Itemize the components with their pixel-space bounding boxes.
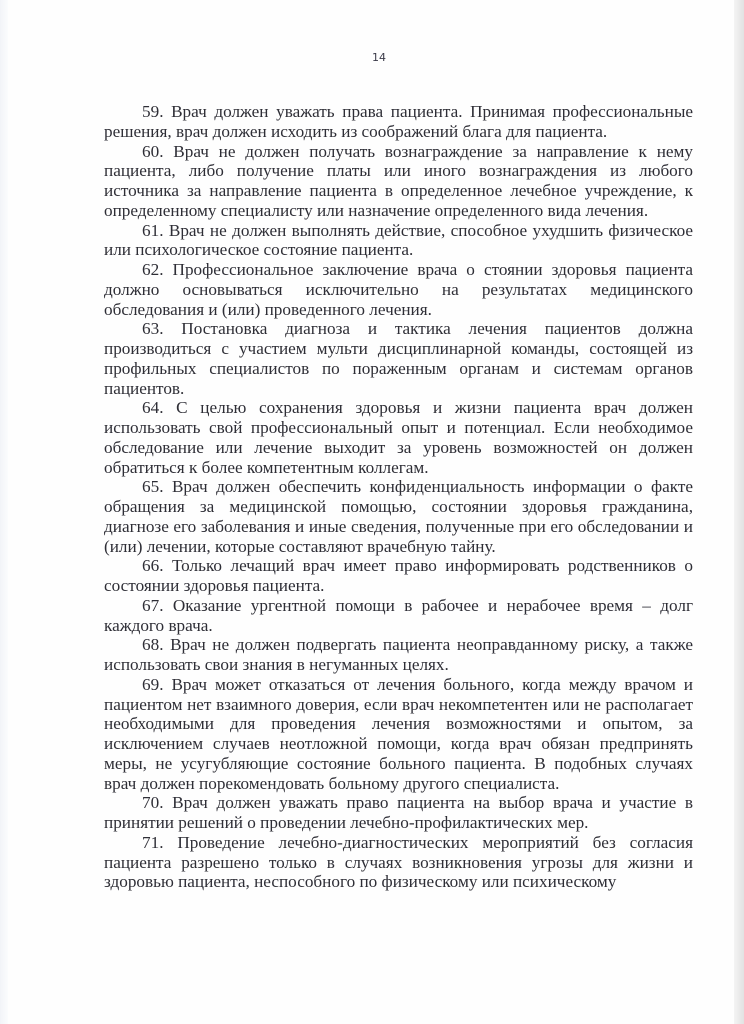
paragraph-67: 67. Оказание ургентной помощи в рабочее и нерабочее время – долг каждого врача. <box>104 595 693 635</box>
paragraph-62: 62. Профессиональное заключение врача о стоянии здоровья пациента должно основываться исключительно на результатах медицинского обследования и (или) проведенного лечения. <box>104 260 693 319</box>
paragraph-71: 71. Проведение лечебно-диагностических мероприятий без согласия пациента разрешено только в случаях возникновения угрозы для жизни и здоровью пациента, неспособного по физическому или психическому <box>104 832 693 892</box>
paragraph-59: 59. Врач должен уважать права пациента. Принимая профессиональные решения, врач должен исходить из соображений блага для пациента. <box>104 102 693 141</box>
paragraph-63: 63. Постановка диагноза и тактика лечения пациентов должна производиться с участием мульти дисциплинарной команды, состоящей из профильных специалистов по пораженным органам и системам органов пациентов. <box>104 319 693 398</box>
paragraph-60: 60. Врач не должен получать вознаграждение за направление к нему пациента, либо получение платы или иного вознаграждения из любого источника за направление пациента в определенное лечебное учреждение, к определенному специалисту или назначение определенного вида лечения. <box>104 141 693 220</box>
paragraph-66: 66. Только лечащий врач имеет право информировать родственников о состоянии здоровья пациента. <box>104 556 693 595</box>
paragraph-64: 64. С целью сохранения здоровья и жизни пациента врач должен использовать свой профессиональный опыт и потенциал. Если необходимое обследование или лечение выходит за уровень возможностей он должен обратиться к более компетентным коллегам. <box>104 398 693 477</box>
scan-right-edge <box>734 0 744 1024</box>
page-number: 14 <box>372 51 386 64</box>
paragraph-65: 65. Врач должен обеспечить конфиденциальность информации о факте обращения за медицинской помощью, состоянии здоровья гражданина, диагнозе его заболевания и иные сведения, полученные при его обследовании и (или) лечении, которые составляют врачебную тайну. <box>104 477 693 556</box>
paragraph-61: 61. Врач не должен выполнять действие, способное ухудшить физическое или психологическое состояние пациента. <box>104 220 693 260</box>
document-body <box>104 102 693 892</box>
paragraph-68: 68. Врач не должен подвергать пациента неоправданному риску, а также использовать свои знания в негуманных целях. <box>104 635 693 674</box>
scan-left-edge <box>0 0 8 1024</box>
paragraph-69: 69. Врач может отказаться от лечения больного, когда между врачом и пациентом нет взаимного доверия, если врач некомпетентен или не располагает необходимыми для проведения лечения возможностями и опытом, за исключением случаев неотложной помощи, когда врач обязан предпринять меры, не усугубляющие состояние больного пациента. В подобных случаях врач должен порекомендовать больному другого специалиста. <box>104 674 693 793</box>
paragraph-70: 70. Врач должен уважать право пациента на выбор врача и участие в принятии решений о проведении лечебно-профилактических мер. <box>104 793 693 832</box>
